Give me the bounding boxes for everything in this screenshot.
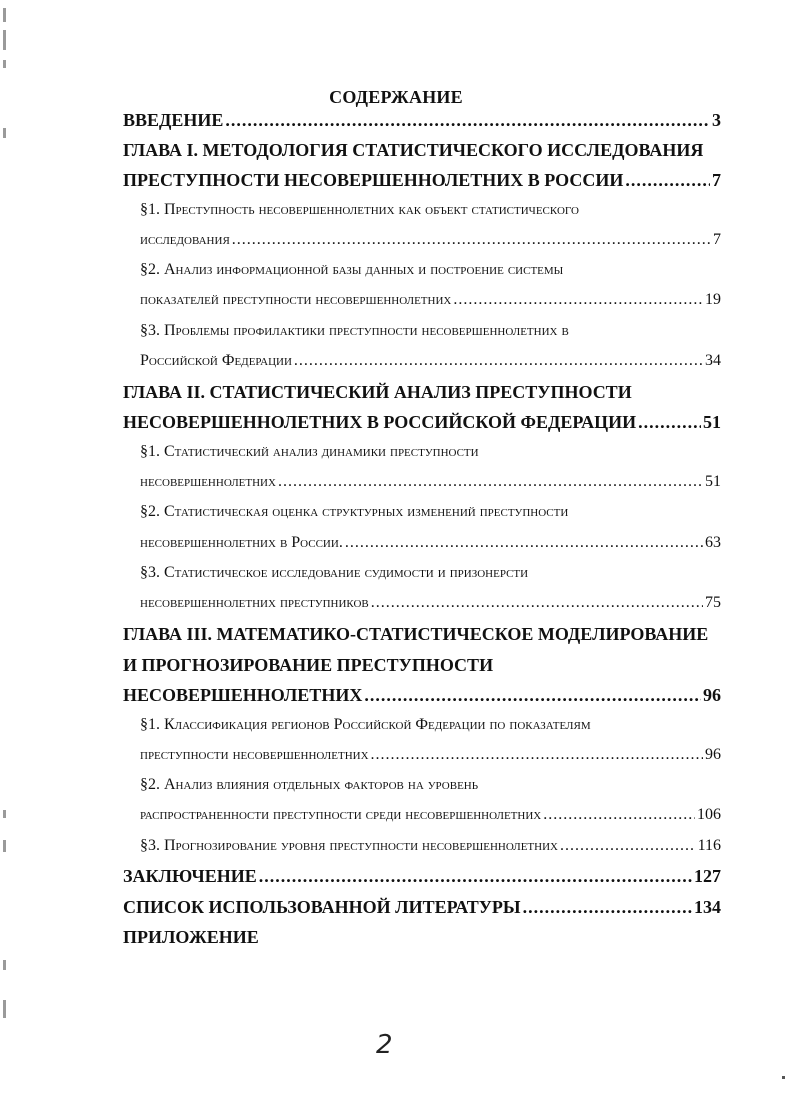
toc-section-3-2-heading[interactable] (140, 776, 478, 802)
toc-section-2-3[interactable] (140, 594, 721, 620)
dot-leader (294, 352, 703, 370)
toc-chapter-2-heading[interactable] (123, 382, 632, 408)
dot-leader (560, 837, 696, 855)
toc-section-1-3-heading[interactable] (140, 322, 569, 348)
toc-entry-text: НЕСОВЕРШЕННОЛЕТНИХ (123, 685, 363, 705)
dot-leader (364, 685, 701, 706)
toc-page-number: 3 (712, 110, 721, 130)
toc-entry-text: И ПРОГНОЗИРОВАНИЕ ПРЕСТУПНОСТИ (123, 655, 494, 675)
dot-leader (371, 746, 703, 764)
toc-section-3-2[interactable] (140, 806, 721, 832)
toc-entry-text: исследования (140, 231, 230, 248)
toc-section-2-1-heading[interactable] (140, 443, 479, 469)
toc-section-3-1[interactable] (140, 746, 721, 772)
dot-leader (232, 231, 711, 249)
scan-edge-mark (3, 960, 6, 970)
toc-section-2-2[interactable] (140, 534, 721, 560)
toc-entry-text: §3. Проблемы профилактики преступности несовершеннолетних в (140, 322, 569, 339)
scan-edge-mark (3, 1000, 6, 1018)
dot-leader (625, 170, 710, 191)
toc-entry-text: §1. Преступность несовершеннолетних как объект статистического (140, 201, 579, 218)
toc-entry-text: Российской Федерации (140, 352, 292, 369)
toc-entry-text: §2. Анализ влияния отдельных факторов на уровень (140, 776, 479, 793)
page-number: 2 (376, 1030, 393, 1060)
toc-chapter-3-heading-cont[interactable] (123, 655, 493, 681)
toc-entry-text: ВВЕДЕНИЕ (123, 110, 224, 130)
toc-page-number: 96 (705, 746, 721, 763)
toc-entry-text: несовершеннолетних (140, 473, 276, 490)
scan-edge-mark (3, 840, 6, 852)
toc-section-1-1[interactable] (140, 231, 721, 257)
dot-leader (278, 473, 703, 491)
toc-page-number: 51 (705, 473, 721, 490)
toc-page-number: 106 (697, 806, 721, 823)
toc-chapter-1[interactable] (123, 170, 721, 196)
toc-entry-text: несовершеннолетних преступников (140, 594, 369, 611)
toc-title: СОДЕРЖАНИЕ (329, 87, 463, 107)
toc-entry-text: несовершеннолетних в России. (140, 534, 343, 551)
toc-entry-text: ГЛАВА III. МАТЕМАТИКО-СТАТИСТИЧЕСКОЕ МОДЕЛИРОВАНИЕ (123, 624, 709, 644)
toc-entry-intro[interactable] (123, 110, 721, 136)
toc-entry-text: СПИСОК ИСПОЛЬЗОВАННОЙ ЛИТЕРАТУРЫ (123, 897, 521, 917)
toc-section-1-3[interactable] (140, 352, 721, 378)
toc-entry-text: ПРИЛОЖЕНИЕ (123, 927, 259, 947)
toc-section-2-2-heading[interactable] (140, 503, 568, 529)
toc-section-3-1-heading[interactable] (140, 716, 591, 742)
toc-chapter-3[interactable] (123, 685, 721, 711)
toc-section-1-2-heading[interactable] (140, 261, 563, 287)
toc-entry-text: ГЛАВА I. МЕТОДОЛОГИЯ СТАТИСТИЧЕСКОГО ИССЛЕДОВАНИЯ (123, 140, 704, 160)
dot-leader (259, 866, 692, 887)
toc-page-number: 51 (703, 412, 721, 432)
dot-leader (225, 110, 710, 131)
toc-page-number: 134 (694, 897, 721, 917)
dot-leader (638, 412, 701, 433)
toc-entry-text: распространенности преступности среди несовершеннолетних (140, 806, 542, 823)
toc-page-number: 127 (694, 866, 721, 886)
toc-section-2-1[interactable] (140, 473, 721, 499)
scan-edge-mark (3, 128, 6, 138)
toc-entry-appendix[interactable] (123, 927, 259, 953)
toc-entry-text: §2. Анализ информационной базы данных и построение системы (140, 261, 564, 278)
scan-edge-mark (3, 810, 6, 818)
toc-section-3-3[interactable] (140, 837, 721, 863)
toc-page-number: 7 (713, 231, 721, 248)
toc-page-number: 34 (705, 352, 721, 369)
dot-leader (543, 806, 695, 824)
toc-entry-text: ГЛАВА II. СТАТИСТИЧЕСКИЙ АНАЛИЗ ПРЕСТУПНОСТИ (123, 382, 632, 402)
toc-chapter-3-heading[interactable] (123, 624, 708, 650)
toc-page-number: 63 (705, 534, 721, 551)
toc-entry-text: §1. Классификация регионов Российской Федерации по показателям (140, 716, 591, 733)
scan-edge-mark (3, 60, 6, 68)
toc-entry-text: показателей преступности несовершеннолетних (140, 291, 452, 308)
toc-section-1-1-heading[interactable] (140, 201, 579, 227)
dot-leader (345, 534, 703, 552)
toc-chapter-1-heading[interactable] (123, 140, 703, 166)
toc-chapter-2[interactable] (123, 412, 721, 438)
toc-entry-text: ЗАКЛЮЧЕНИЕ (123, 866, 257, 886)
toc-page-number: 7 (712, 170, 721, 190)
toc-section-1-2[interactable] (140, 291, 721, 317)
dot-leader (371, 594, 703, 612)
toc-entry-text: §3. Статистическое исследование судимости и призонерсти (140, 564, 529, 581)
dot-leader (453, 291, 703, 309)
toc-entry-references[interactable] (123, 897, 721, 923)
toc-entry-conclusion[interactable] (123, 866, 721, 892)
toc-entry-text: §3. Прогнозирование уровня преступности несовершеннолетних (140, 837, 558, 854)
dot-leader (523, 897, 692, 918)
toc-page-number: 96 (703, 685, 721, 705)
toc-page-number: 19 (705, 291, 721, 308)
toc-entry-text: ПРЕСТУПНОСТИ НЕСОВЕРШЕННОЛЕТНИХ В РОССИИ (123, 170, 624, 190)
toc-section-2-3-heading[interactable] (140, 564, 528, 590)
scan-edge-mark (3, 8, 6, 22)
toc-entry-text: §1. Статистический анализ динамики преступности (140, 443, 479, 460)
toc-page-number: 75 (705, 594, 721, 611)
scan-edge-mark (3, 30, 6, 50)
toc-entry-text: преступности несовершеннолетних (140, 746, 369, 763)
toc-entry-text: §2. Статистическая оценка структурных изменений преступности (140, 503, 569, 520)
toc-entry-text: НЕСОВЕРШЕННОЛЕТНИХ В РОССИЙСКОЙ ФЕДЕРАЦИИ (123, 412, 637, 432)
scan-corner-dot (782, 1076, 785, 1079)
toc-page-number: 116 (697, 837, 721, 854)
